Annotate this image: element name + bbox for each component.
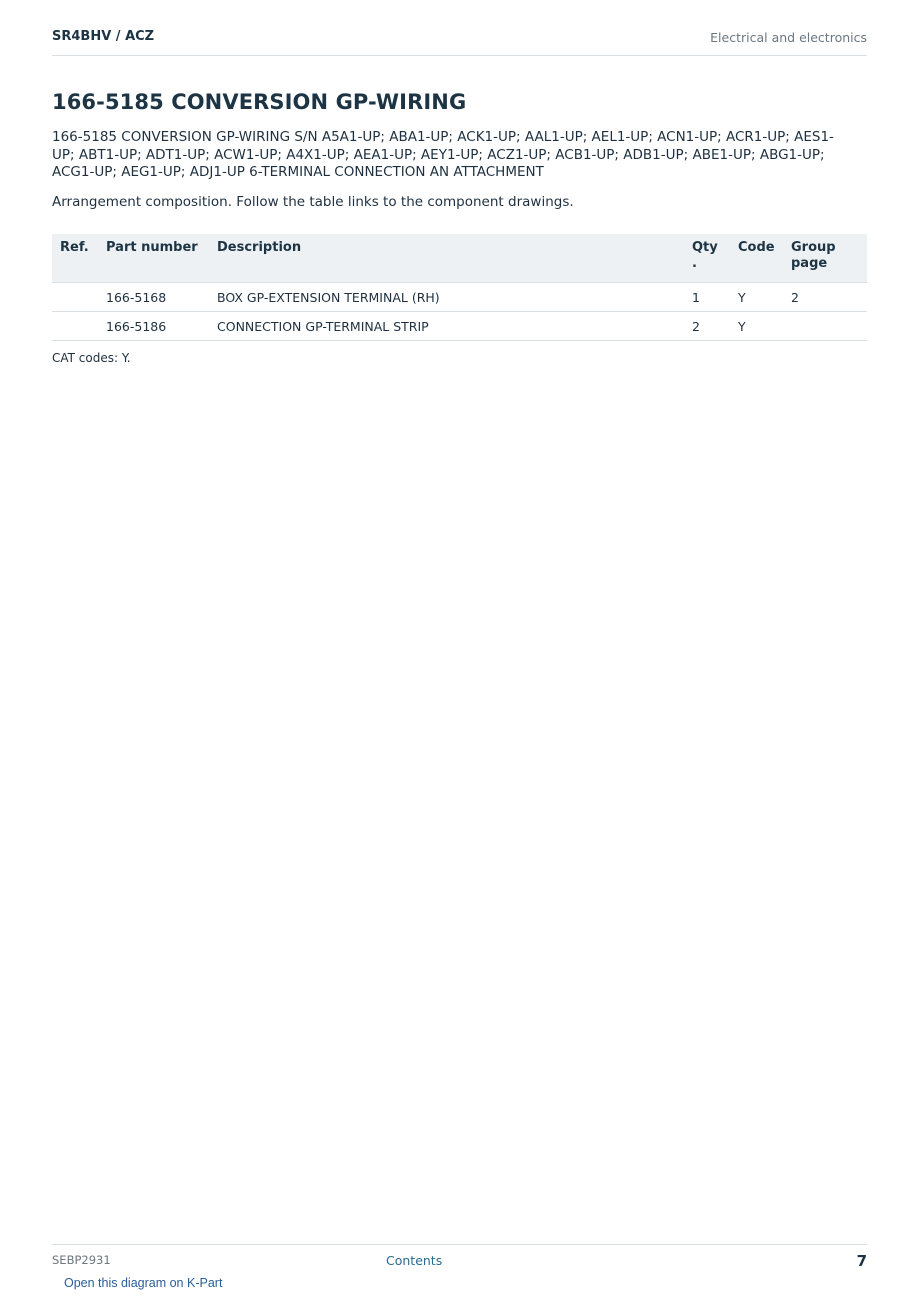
cell-part-number: 166-5186 — [98, 312, 209, 341]
col-header-description: Description — [217, 240, 302, 255]
cell-qty: 2 — [684, 312, 730, 341]
page-header — [52, 29, 867, 56]
cell-group-page-link[interactable]: 2 — [783, 283, 867, 312]
cell-description: CONNECTION GP-TERMINAL STRIP — [209, 312, 684, 341]
cell-ref — [52, 312, 98, 341]
part-description: 166-5185 CONVERSION GP-WIRING S/N A5A1-UP; ABA1-UP; ACK1-UP; AAL1-UP; AEL1-UP; ACN1-UP; ACR1-UP; AES1-UP; ABT1-UP; ADT1-UP; ACW1-UP; A4X1-UP; AEA1-UP; AEY1-UP; ACZ1-UP; ACB1-UP; ADB1-UP; ABE1-UP; ABG1-UP; ACG1-UP; AEG1-UP; ADJ1-UP 6-TERMINAL CONNECTION AN ATTACHMENT — [52, 129, 834, 180]
table-row — [52, 312, 867, 341]
page-title: 166-5185 CONVERSION GP-WIRING — [52, 90, 467, 114]
section-name: Electrical and electronics — [710, 30, 867, 45]
cell-qty: 1 — [684, 283, 730, 312]
page-footer — [52, 1244, 867, 1269]
model-breadcrumb: SR4BHV / ACZ — [52, 29, 155, 44]
col-header-group-page: Group page — [791, 240, 836, 271]
cat-codes-note: CAT codes: Y. — [52, 351, 131, 365]
col-header-ref: Ref. — [60, 240, 89, 255]
col-header-qty: Qty . — [692, 240, 718, 271]
page-number: 7 — [856, 1252, 867, 1270]
table-row — [52, 283, 867, 312]
document-number: SEBP2931 — [52, 1253, 111, 1267]
cell-code: Y — [730, 283, 783, 312]
table-header-row — [52, 234, 867, 283]
col-header-part-number: Part number — [106, 240, 198, 255]
cell-description: BOX GP-EXTENSION TERMINAL (RH) — [209, 283, 684, 312]
open-kpart-link[interactable]: Open this diagram on K-Part — [64, 1276, 223, 1290]
cell-code: Y — [730, 312, 783, 341]
parts-table — [52, 234, 867, 341]
contents-link[interactable]: Contents — [386, 1253, 443, 1268]
col-header-code: Code — [738, 240, 775, 255]
cell-group-page — [783, 312, 867, 341]
intro-text: Arrangement composition. Follow the table links to the component drawings. — [52, 194, 574, 210]
cell-part-number-link[interactable]: 166-5168 — [98, 283, 209, 312]
cell-ref — [52, 283, 98, 312]
